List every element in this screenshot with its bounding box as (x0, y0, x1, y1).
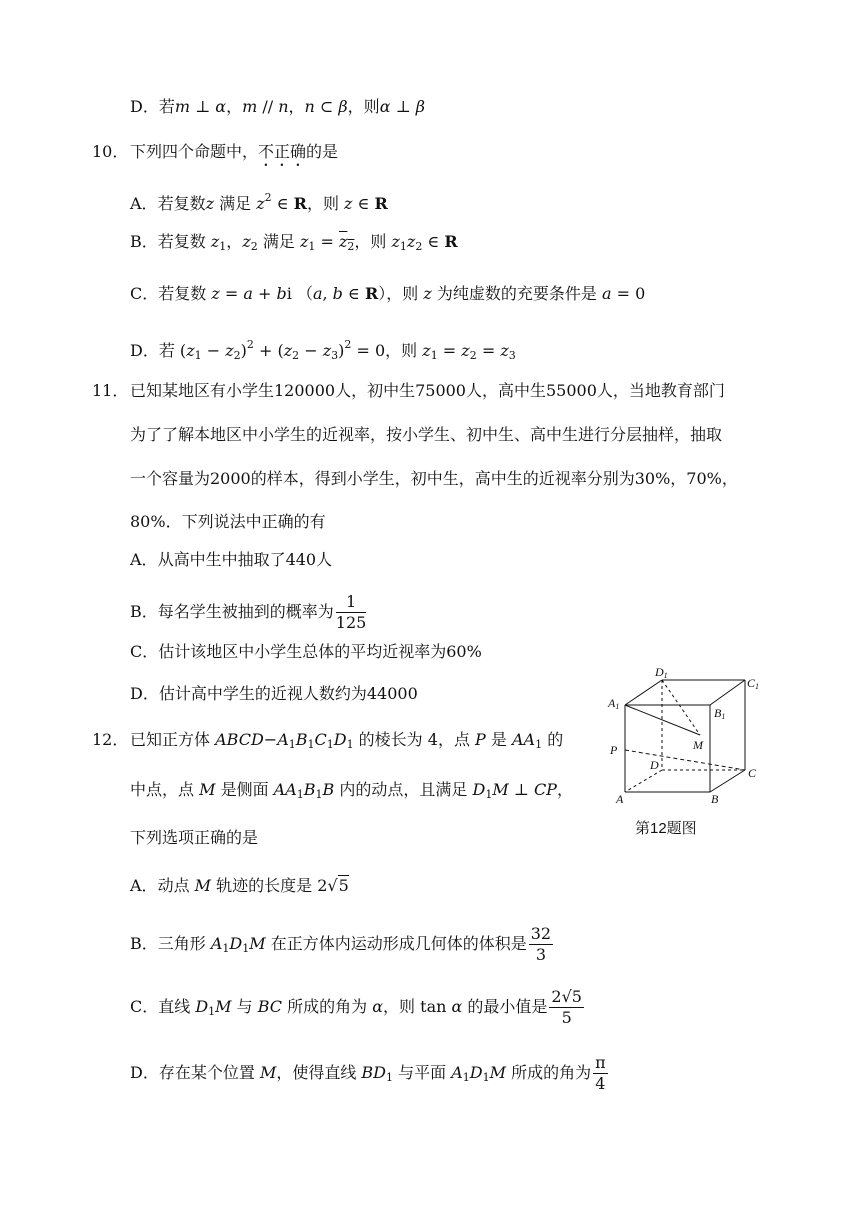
label-b1: B1 (714, 706, 726, 721)
q12-option-b: B．三角形 $A_1D_1M$ 在正方体内运动形成几何体的体积是 $\frac{32}{3}$ (130, 924, 552, 964)
q10-option-d: D．若 $(z_1 - z_2)^2 + (z_2 - z_3)^2 = 0$，则 $z_1 = z_2 = z_3$ (130, 338, 516, 362)
segment-d1-m (662, 680, 700, 735)
label-c: C (748, 766, 757, 780)
edge-c-b (710, 770, 745, 792)
q11-stem-line-1: 已知某地区有小学生120000人，初中生75000人，高中生55000人，当地教育部门 (130, 381, 725, 400)
fraction: $\frac{\pi}{4}$ (595, 1053, 606, 1093)
label-d1: D1 (655, 665, 668, 680)
q10-option-c: C．若复数 z = a + bi （a, b ∈ R），则 z 为纯虚数的充要条件是 a = 0 (130, 284, 646, 303)
label-p: P (610, 743, 618, 757)
fraction: $\frac{32}{3}$ (530, 924, 552, 964)
label-b: B (711, 792, 719, 806)
label-a: A (616, 792, 624, 806)
q12-option-a: A．动点 M 轨迹的长度是 2√5 (130, 876, 349, 895)
q11-option-d: D．估计高中学生的近视人数约为44000 (130, 684, 418, 703)
q12-option-c: C．直线 $D_1M$ 与 BC 所成的角为 α，则 tan α 的最小值是 $\frac{2√5}{5}$ (130, 987, 582, 1027)
fraction: $\frac{1}{125}$ (335, 592, 367, 632)
q10-option-a: A．若复数z 满足 $z^2$ ∈ R，则 z ∈ R (130, 191, 388, 213)
q12-stem-line-3: 下列选项正确的是 (130, 828, 259, 847)
label-m: M (693, 738, 703, 752)
q12-stem-line-1: 已知正方体 $ABCD-A_1B_1C_1D_1$ 的棱长为 4，点 P 是 $AA_1$ 的 (130, 730, 564, 751)
q12-stem-line-2: 中点，点 M 是侧面 $AA_1B_1B$ 内的动点，且满足 $D_1M$ ⊥ CP， (130, 780, 573, 801)
q10-option-b: B．若复数 $z_1$，$z_2$ 满足 $z_1 = z_2$，则 $z_1z_2$ ∈ R (130, 232, 458, 253)
q11-stem-line-4: 80%．下列说法中正确的有 (130, 512, 326, 531)
edge-c1-b1 (710, 680, 745, 705)
q12-number: 12． (92, 730, 129, 749)
q10-stem: 下列四个命题中，不正确的是 (130, 142, 339, 161)
q11-number: 11． (92, 381, 129, 400)
q11-stem-line-3: 一个容量为2000的样本，得到小学生，初中生，高中生的近视率分别为30%，70%， (130, 469, 738, 488)
label-d: D (650, 758, 659, 772)
fraction: $\frac{2√5}{5}$ (551, 987, 582, 1027)
edge-d-a (625, 770, 662, 792)
q11-option-b: B．每名学生被抽到的概率为 $\frac{1}{125}$ (130, 592, 367, 632)
q9-option-d: D．若m ⊥ α，m // n，n ⊂ β，则α ⊥ β (130, 97, 425, 116)
cube-figure (600, 665, 775, 810)
q11-stem-line-2: 为了了解本地区中小学生的近视率，按小学生、初中生、高中生进行分层抽样，抽取 (130, 425, 723, 444)
figure-caption: 第12题图 (635, 820, 697, 837)
q12-option-d: D．存在某个位置 M，使得直线 $BD_1$ 与平面 $A_1D_1M$ 所成的角为 $\frac{\pi}{4}$ (130, 1053, 606, 1093)
q11-option-a: A．从高中生中抽取了440人 (130, 550, 333, 569)
label-a1: A1 (608, 696, 620, 711)
label-c1: C1 (747, 676, 760, 691)
edge-a1-d1 (625, 680, 662, 705)
segment-p-c (625, 750, 745, 770)
q11-option-c: C．估计该地区中小学生总体的平均近视率为60% (130, 642, 482, 661)
q10-number: 10． (92, 142, 129, 161)
